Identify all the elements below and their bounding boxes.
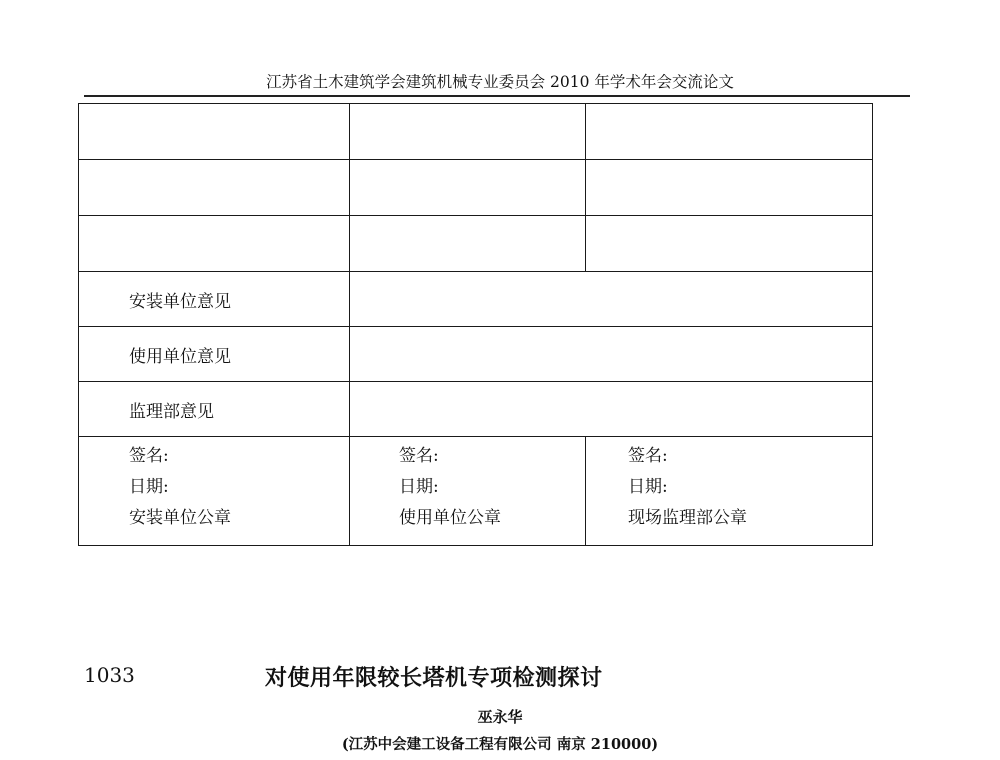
opinion-row-user	[79, 327, 873, 382]
opinion-label: 监理部意见	[79, 382, 350, 437]
seal-label: 安装单位公章	[129, 508, 231, 528]
table-cell	[350, 160, 586, 216]
signature-cell-installer	[79, 437, 350, 546]
table-row	[79, 160, 873, 216]
article-number: 1033	[84, 663, 135, 687]
opinion-label: 安装单位意见	[79, 272, 350, 327]
date-label: 日期:	[628, 477, 668, 497]
table-cell	[586, 216, 873, 272]
seal-label: 现场监理部公章	[628, 508, 747, 528]
opinion-row-supervisor	[79, 382, 873, 437]
opinion-field	[350, 272, 873, 327]
header-rule	[84, 95, 910, 97]
signature-row	[79, 437, 873, 546]
article-title: 对使用年限较长塔机专项检测探讨	[265, 665, 603, 691]
seal-label: 使用单位公章	[399, 508, 501, 528]
date-label: 日期:	[399, 477, 439, 497]
opinion-row-installer	[79, 272, 873, 327]
date-label: 日期:	[129, 477, 169, 497]
sign-label: 签名:	[129, 446, 169, 466]
sign-label: 签名:	[628, 446, 668, 466]
table-row	[79, 104, 873, 160]
table-row	[79, 216, 873, 272]
table-cell	[79, 216, 350, 272]
signature-cell-user	[350, 437, 586, 546]
table-cell	[79, 104, 350, 160]
article-author: 巫永华	[477, 708, 523, 726]
table-cell	[350, 216, 586, 272]
table-cell	[79, 160, 350, 216]
opinion-field	[350, 327, 873, 382]
article-affiliation: (江苏中会建工设备工程有限公司 南京 210000)	[341, 736, 659, 753]
table-cell	[586, 160, 873, 216]
signature-cell-supervisor	[586, 437, 873, 546]
running-header: 江苏省土木建筑学会建筑机械专业委员会 2010 年学术年会交流论文	[266, 73, 734, 91]
inspection-sign-off-table	[78, 103, 873, 546]
sign-label: 签名:	[399, 446, 439, 466]
table-cell	[350, 104, 586, 160]
opinion-label: 使用单位意见	[79, 327, 350, 382]
table-cell	[586, 104, 873, 160]
opinion-field	[350, 382, 873, 437]
